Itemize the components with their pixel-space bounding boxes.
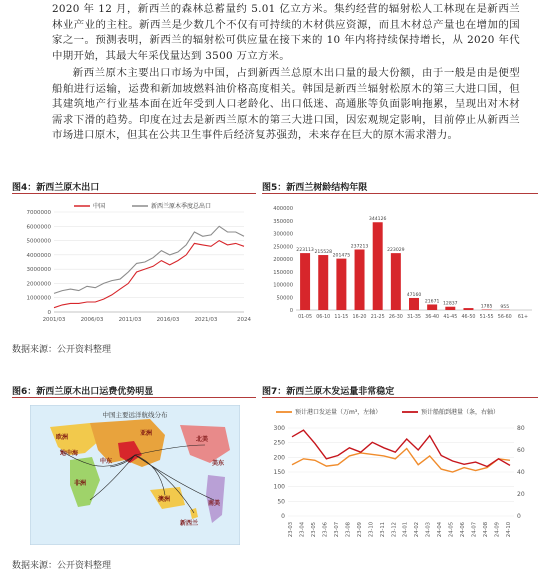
fig4-ytick-label: 1000000 <box>26 295 51 302</box>
fig5-ytick-label: 150000 <box>273 269 293 276</box>
fig7-yright-label: 20 <box>517 491 525 498</box>
fig5-bar <box>336 259 346 310</box>
route-label-europe: 欧洲 <box>56 434 69 441</box>
fig7-xtick-label: 24-03 <box>425 522 432 538</box>
fig7-yleft-label: 100 <box>273 483 285 491</box>
fig4-ytick-label: 7000000 <box>26 210 51 216</box>
route-label-middle-east: 中东 <box>100 458 113 465</box>
fig5-xtick-label: 11-15 <box>334 315 349 320</box>
fig7-yright-label: 40 <box>517 469 525 476</box>
fig7-xtick-label: 23-08 <box>345 522 352 538</box>
fig4-xtick-label: 2021/03 <box>194 317 218 323</box>
fig6-rule <box>12 397 256 398</box>
fig4-xtick-label: 2006/03 <box>80 317 104 323</box>
fig5-ytick-label: 200000 <box>273 257 293 263</box>
fig5-data-label: 223113 <box>296 248 314 254</box>
fig5-rule <box>262 193 538 194</box>
fig5-ytick-label: 300000 <box>273 231 293 238</box>
fig5-data-label: 1785 <box>480 304 493 310</box>
fig4-ytick-label: 2000000 <box>26 281 51 288</box>
fig5-bar <box>427 304 437 310</box>
fig5-bar <box>355 250 365 310</box>
intro-paragraph: 2020 年 12 月，新西兰的森林总蓄量约 5.01 亿立方米。集约经营的辐射松人工林现在是新西兰林业产业的主柱。新西兰是少数几个不仅有可持续的木材供应资源，而且木材总产量也在增加的国家之一。预测表明，新西兰的辐射松可供应量在接下来的 10 年内将持续保持增长，从 2020 年代中期开始，其最大年采伐量达到 3500 万立方米。 <box>52 3 520 62</box>
fig5-bar <box>409 298 419 310</box>
fig7-xtick-label: 24-10 <box>506 522 512 538</box>
fig5-bar <box>318 255 328 310</box>
fig5-chart <box>262 198 538 328</box>
fig5-ytick-label: 350000 <box>273 218 293 225</box>
fig5-ytick-label: 250000 <box>273 244 293 251</box>
fig7-xtick-label: 23-06 <box>322 522 329 538</box>
route-label-australia: 澳洲 <box>158 496 171 503</box>
fig4-ytick-label: 5000000 <box>26 238 51 245</box>
fig5-data-label: 21671 <box>424 299 440 305</box>
source-note-1: 数据来源：公开资料整理 <box>12 345 112 355</box>
fig4-chart <box>12 198 256 328</box>
fig5-xtick-label: 31-35 <box>407 315 421 320</box>
fig7-xtick-label: 23-04 <box>299 522 306 538</box>
fig7-xtick-label: 24-06 <box>460 522 467 538</box>
fig4-xtick-label: 2011/03 <box>118 317 142 323</box>
fig4-ytick-label: 4000000 <box>26 252 51 259</box>
fig7-yright-label: 0 <box>517 513 521 520</box>
fig5-xtick-label: 46-50 <box>461 315 476 320</box>
route-label-africa: 非洲 <box>74 480 87 487</box>
fig7-yleft-label: 50 <box>277 498 285 506</box>
fig5-xtick-label: 21-25 <box>370 315 385 320</box>
fig7-xtick-label: 24-05 <box>448 522 455 538</box>
fig7-xtick-label: 24-09 <box>494 522 501 538</box>
fig7-xtick-label: 23-12 <box>391 522 398 538</box>
fig7-rule <box>262 397 538 398</box>
fig6-route-map <box>30 405 240 545</box>
fig5-xtick-label: 61+ <box>517 315 528 320</box>
map-title: 中国主要远洋航线分布 <box>102 411 168 419</box>
fig7-yleft-label: 0 <box>281 513 285 520</box>
route-label-north-america: 北美 <box>196 436 209 443</box>
fig7-xtick-label: 24-04 <box>437 522 444 538</box>
fig5-xtick-label: 56-60 <box>497 315 512 320</box>
fig7-chart <box>262 402 538 550</box>
fig7-xtick-label: 23-10 <box>368 522 375 538</box>
fig7-yleft-label: 300 <box>273 425 285 432</box>
route-label-new-zealand: 新西兰 <box>180 520 199 527</box>
fig7-yright-label: 60 <box>517 447 525 454</box>
fig7-xtick-label: 24-08 <box>483 522 490 538</box>
fig5-bar <box>391 253 401 310</box>
fig7-series-line-1 <box>292 430 510 466</box>
fig5-bar <box>445 307 455 310</box>
fig7-yleft-label: 150 <box>273 469 285 476</box>
fig5-ytick-label: 100000 <box>273 282 293 289</box>
fig7-xtick-label: 24-07 <box>471 522 478 538</box>
fig5-xtick-label: 36-40 <box>425 315 440 320</box>
fig5-xtick-label: 51-55 <box>479 315 494 320</box>
fig7-yleft-label: 200 <box>273 454 285 462</box>
fig5-data-label: 215528 <box>314 250 333 256</box>
fig7-xtick-label: 24-01 <box>402 522 409 538</box>
fig7-xtick-label: 23-09 <box>356 522 363 538</box>
fig4-xtick-label: 2001/03 <box>42 317 66 323</box>
fig7-xtick-label: 23-05 <box>310 522 317 538</box>
fig5-data-label: 955 <box>500 304 510 310</box>
fig5-xtick-label: 41-45 <box>443 315 458 320</box>
fig7-series-line-0 <box>292 449 510 473</box>
fig7-legend-label-ships: 预计船舶到港量（条，右轴） <box>421 409 500 416</box>
fig5-data-label: 344126 <box>368 217 387 223</box>
fig7-legend-label-volume: 预计港口发运量（万m³，左轴） <box>295 409 382 416</box>
route-label-us-east: 美东 <box>212 460 225 467</box>
fig4-xtick-label: 2016/03 <box>156 317 180 323</box>
fig7-xtick-label: 24-02 <box>414 522 421 538</box>
fig5-data-label: 12837 <box>442 301 458 307</box>
fig5-bar <box>300 253 310 310</box>
fig5-ytick-label: 400000 <box>273 206 293 212</box>
fig5-bar <box>463 308 473 310</box>
fig5-xtick-label: 16-20 <box>352 315 367 320</box>
fig5-xtick-label: 06-10 <box>316 315 331 320</box>
fig4-legend-label-total: 新西兰原木季度总出口 <box>151 203 212 210</box>
fig7-xtick-label: 23-03 <box>288 522 294 538</box>
fig5-data-label: 223029 <box>387 248 405 254</box>
route-label-south-america: 南美 <box>208 500 221 507</box>
fig5-ytick-label: 50000 <box>276 295 293 302</box>
fig6-title: 图6：新西兰原木出口运费优势明显 <box>12 387 154 397</box>
route-label-mediterranean: 地中海 <box>60 450 79 457</box>
source-note-2: 数据来源：公开资料整理 <box>12 561 112 571</box>
fig7-xtick-label: 23-07 <box>333 522 340 538</box>
fig7-yleft-label: 250 <box>273 439 285 447</box>
fig4-title: 图4：新西兰原木出口 <box>12 183 100 193</box>
fig5-data-label: 201475 <box>332 253 351 259</box>
route-label-asia: 亚洲 <box>140 430 153 437</box>
fig4-rule <box>12 193 256 194</box>
fig4-ytick-label: 6000000 <box>26 224 51 231</box>
fig4-ytick-label: 0 <box>47 310 51 316</box>
fig7-yright-label: 80 <box>517 425 525 432</box>
fig4-xtick-label: 2024 <box>237 317 251 323</box>
fig5-data-label: 47160 <box>406 292 422 298</box>
fig5-ytick-label: 0 <box>289 308 293 314</box>
fig5-title: 图5：新西兰树龄结构年限 <box>262 183 368 193</box>
fig4-legend-label-china: 中国 <box>93 203 106 210</box>
market-paragraph: 新西兰原木主要出口市场为中国，占到新西兰总原木出口量的最大份额，由于一般是由是便型船舶进行运输，运费和新加坡燃料油价格高度相关。韩国是新西兰辐射松原木的第三大进口国，但其建筑地产行业基本面在近年受到人口老龄化、出口低迷、高通胀等负面影响拖累，呈现出对木材需求下滑的趋势。印度在过去是新西兰原木的第三大进口国，因宏观规定影响，目前停止从新西兰市场进口原木，但其在公共卫生事件后经济复苏强劲，未来存在巨大的原木需求潜力。 <box>52 67 520 142</box>
fig5-data-label: 237213 <box>350 244 369 250</box>
fig4-ytick-label: 3000000 <box>26 267 51 274</box>
fig7-xtick-label: 23-11 <box>379 522 386 538</box>
fig5-xtick-label: 01-05 <box>298 315 313 320</box>
fig5-xtick-label: 26-30 <box>388 315 403 320</box>
fig7-title: 图7：新西兰原木发运量非常稳定 <box>262 387 395 397</box>
fig5-bar <box>373 222 383 310</box>
